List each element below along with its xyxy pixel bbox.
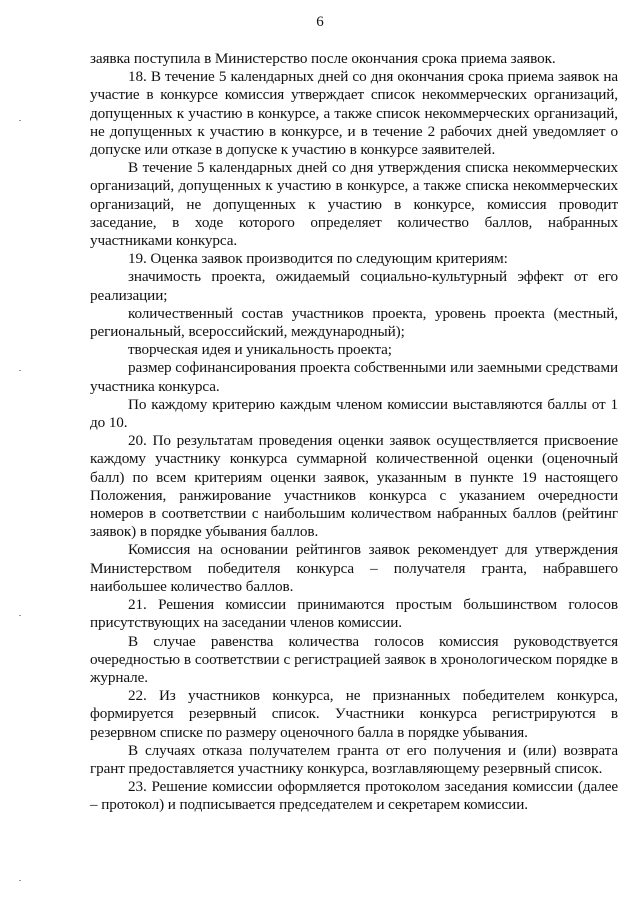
paragraph: По каждому критерию каждым членом комиссии выставляются баллы от 1 до 10. (90, 395, 618, 432)
paragraph: 19. Оценка заявок производится по следующим критериям: (128, 250, 508, 268)
paragraph: В случае равенства количества голосов комиссия руководствуется очередностью в соответствии с регистрацией заявок в хронологическом порядке в журнале. (90, 632, 618, 686)
paragraph: значимость проекта, ожидаемый социально-культурный эффект от его реализации; (90, 268, 618, 304)
paragraph: 18. В течение 5 календарных дней со дня окончания срока приема заявок на участие в конкурсе комиссия утверждает список некоммерческих организаций, допущенных к участию в конкурсе, а также список некоммерческих организаций, не допущенных к участию в конкурсе, и в течение 2 рабочих дней уведомляет о допуске или отказе в допуске к участию в конкурсе заявителей. (90, 68, 618, 159)
scan-edge-mark (19, 120, 21, 121)
paragraph: 22. Из участников конкурса, не признанных победителем конкурса, формируется резервный список. Участники конкурса регистрируются в резервном списке по размеру оценочного балла в порядке убывания. (90, 687, 618, 741)
paragraph: Комиссия на основании рейтингов заявок рекомендует для утверждения Министерством победителя конкурса – получателя гранта, набравшего наибольшее количество баллов. (90, 541, 618, 595)
scan-edge-mark (19, 615, 21, 616)
paragraph: количественный состав участников проекта, уровень проекта (местный, региональный, всероссийский, международный); (90, 304, 618, 341)
paragraph: размер софинансирования проекта собственными или заемными средствами участника конкурса. (90, 359, 618, 395)
paragraph: 20. По результатам проведения оценки заявок осуществляется присвоение каждому участнику конкурса суммарной количественной оценки (оценочный балл) по всем критериям оценки заявок, указанным в пункте 19 настоящего Положения, ранжирование участников конкурса с указанием очередности номеров в соответствии с наибольшим количеством набранных баллов (рейтинг заявок) в порядке убывания баллов. (90, 432, 618, 541)
scan-edge-mark (19, 880, 21, 881)
scan-edge-mark (19, 370, 21, 371)
document-body (90, 50, 618, 815)
paragraph: В течение 5 календарных дней со дня утверждения списка некоммерческих организаций, допущенных к участию в конкурсе, а также списка некоммерческих организаций, не допущенных к участию в конкурсе, комиссия проводит заседание, в ходе которого определяет количество баллов, набранных участниками конкурса. (90, 159, 618, 250)
paragraph: заявка поступила в Министерство после окончания срока приема заявок. (90, 50, 556, 67)
paragraph: 21. Решения комиссии принимаются простым большинством голосов присутствующих на заседании членов комиссии. (90, 596, 618, 632)
paragraph: В случаях отказа получателем гранта от его получения и (или) возврата грант предоставляется участнику конкурса, возглавляющему резервный список. (90, 741, 618, 777)
paragraph: 23. Решение комиссии оформляется протоколом заседания комиссии (далее – протокол) и подписывается председателем и секретарем комиссии. (90, 778, 618, 814)
page-number: 6 (316, 14, 324, 30)
paragraph: творческая идея и уникальность проекта; (128, 341, 392, 359)
